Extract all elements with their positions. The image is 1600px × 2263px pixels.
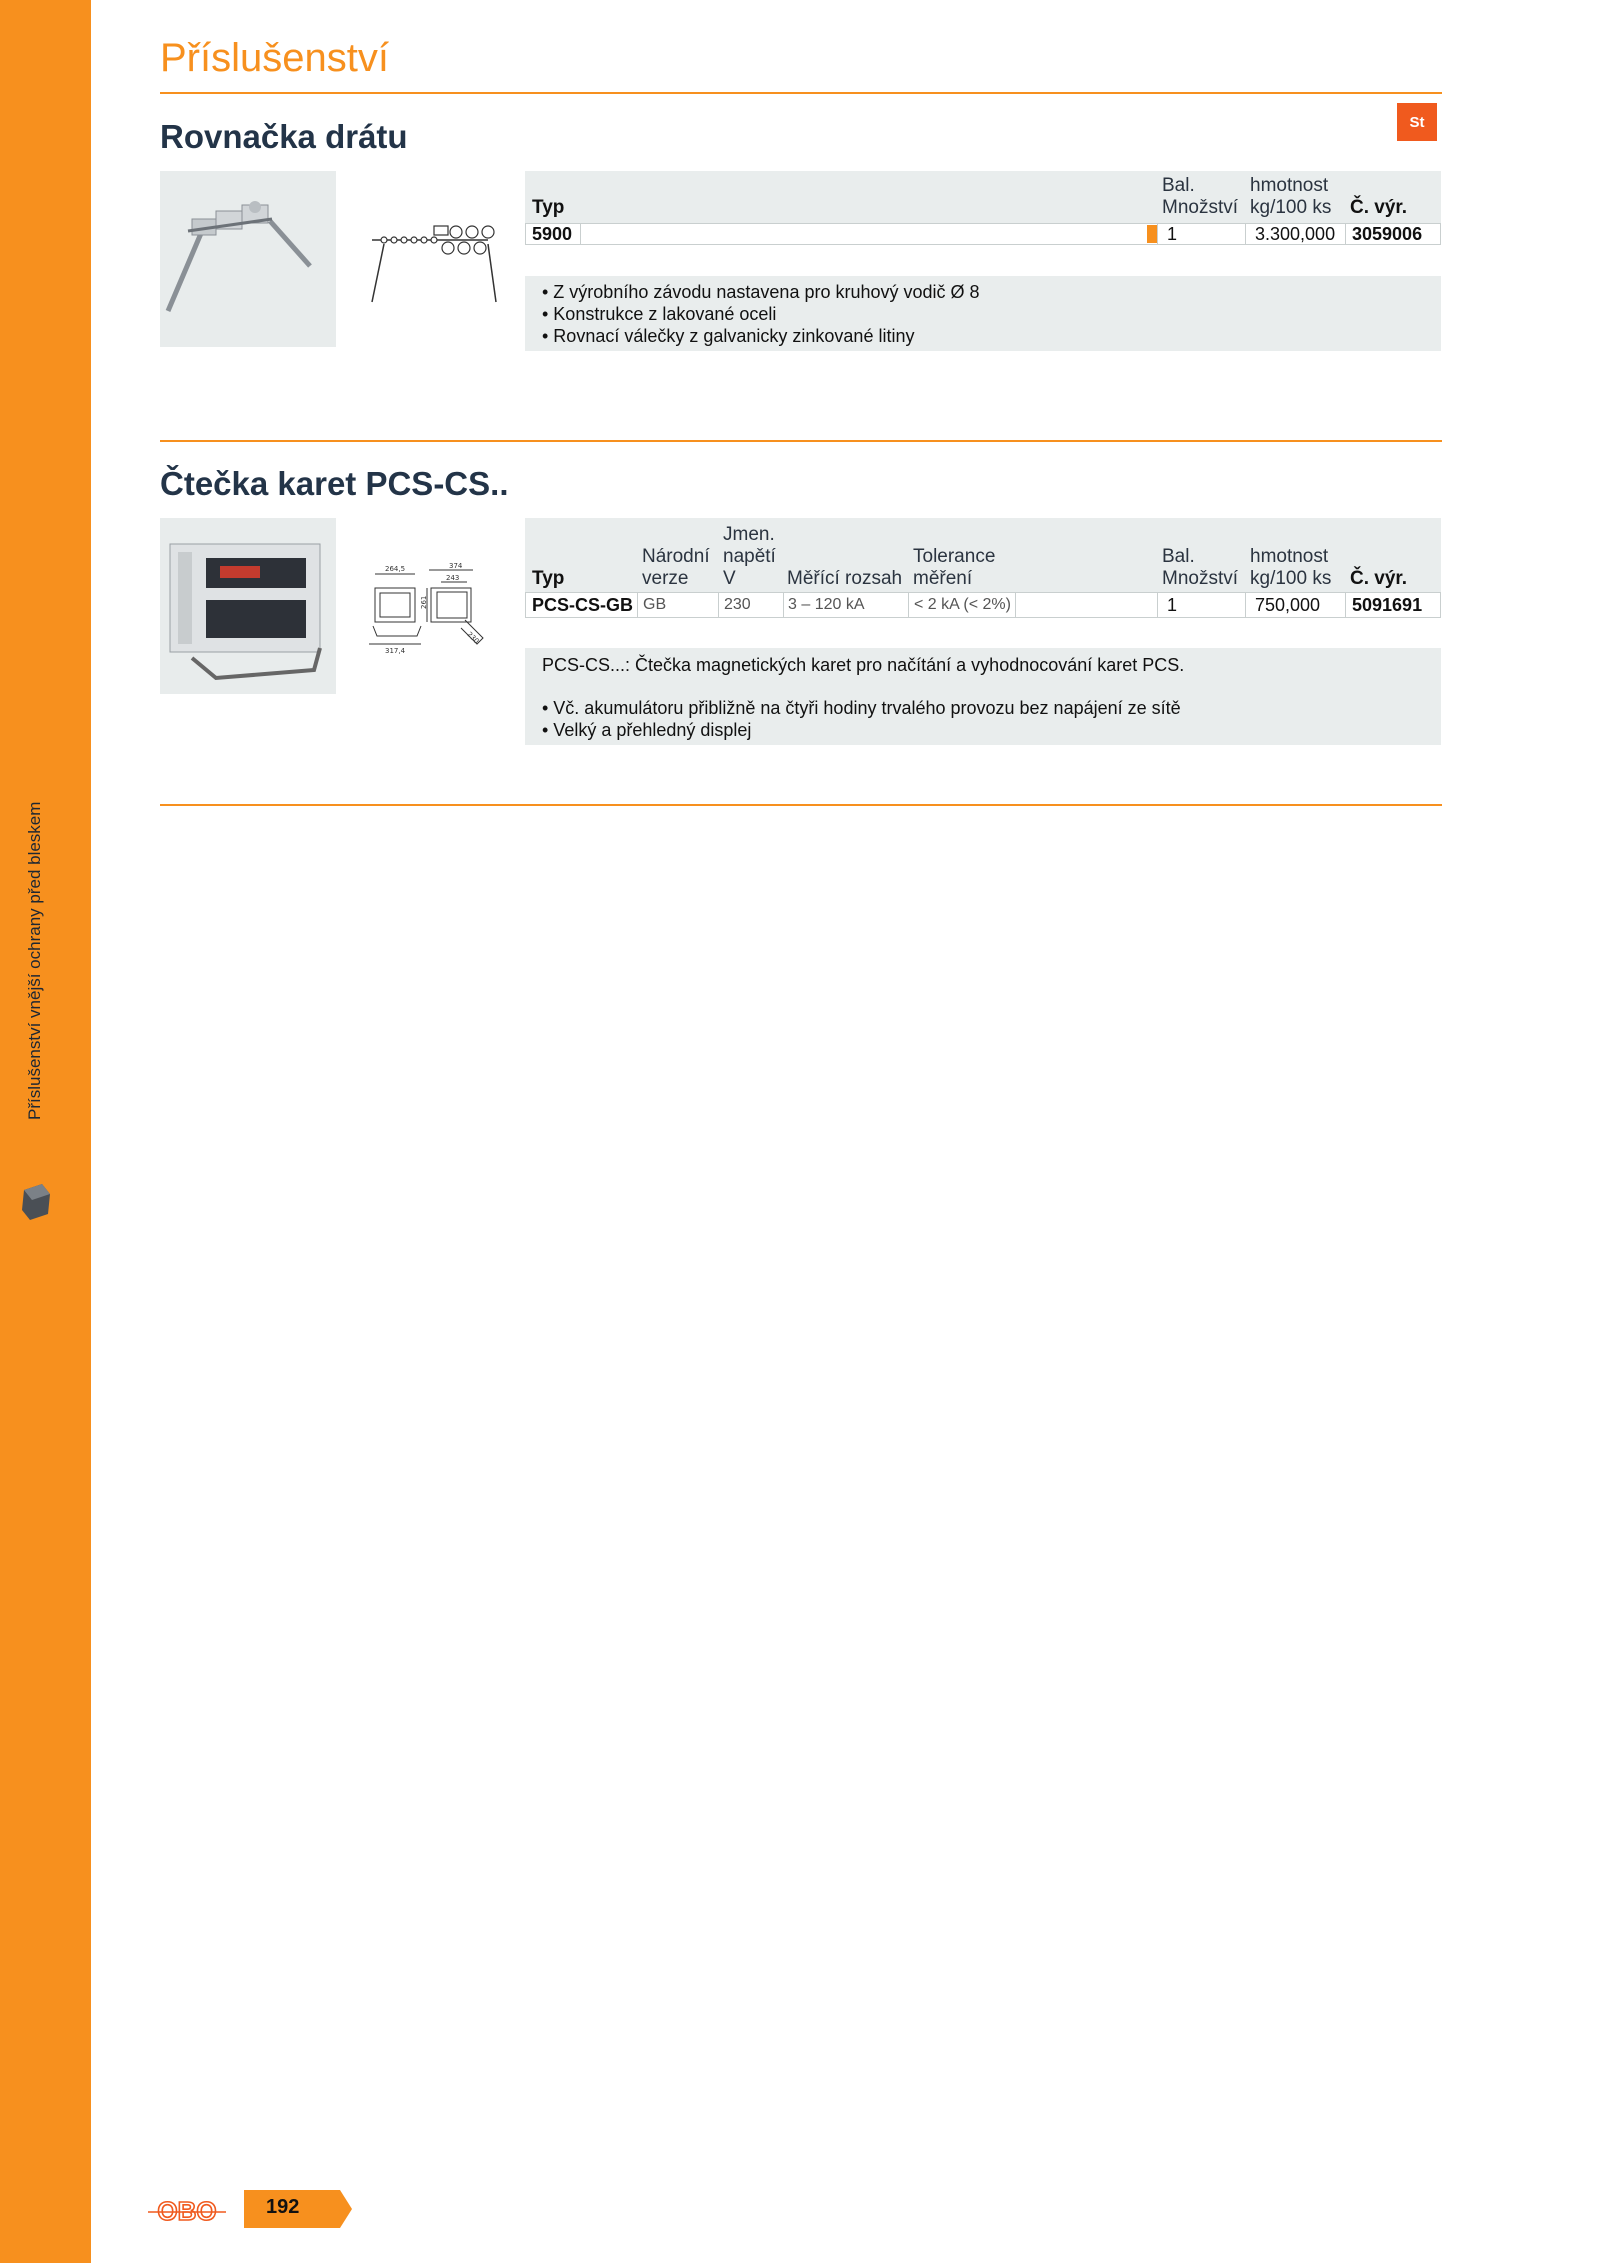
product-photo-ctecka [160,518,336,694]
dimension-label: 317,4 [385,647,406,655]
page-title: Příslušenství [160,36,389,80]
col-merici-rozsah: Měřící rozsah [787,568,903,589]
material-badge: St [1397,103,1437,141]
col-cislo-vyrobku: Č. výr. [1350,197,1408,218]
obo-logo [148,2196,226,2228]
description-text: PCS-CS...: Čtečka magnetických karet pro načítání a vyhodnocování karet PCS. [542,655,1185,675]
dimension-label: 230 [465,630,481,646]
col-napeti-top2: napětí [723,546,776,567]
col-typ: Typ [532,568,565,589]
page-number: 192 [266,2196,300,2218]
logo-text: OBO [157,2196,217,2226]
cell-napeti: 230 [724,596,751,613]
col-cislo-vyrobku: Č. výr. [1350,568,1408,589]
sidebar [0,0,91,2263]
description-ctecka [525,648,1441,745]
technical-drawing-rovnacka [370,220,506,308]
table-row [525,223,1441,245]
bullet-item: • Velký a přehledný displej [542,720,752,740]
spec-header-rovnacka [525,171,1441,224]
col-verze-top: Národní [642,546,710,567]
col-napeti: V [723,568,736,589]
technical-drawing-ctecka [365,560,495,660]
bullet-item: • Rovnací válečky z galvanicky zinkované litiny [542,326,915,346]
col-verze: verze [642,568,689,589]
side-category-label: Příslušenství vnější ochrany před bleskem [25,801,44,1120]
spec-header-ctecka [525,518,1441,593]
section-divider [160,804,1442,806]
table-row [525,592,1441,618]
col-hmotnost-top: hmotnost [1250,546,1329,567]
col-hmotnost-top: hmotnost [1250,175,1329,196]
col-bal: Množství [1162,197,1239,218]
col-bal-top: Bal. [1162,546,1195,567]
dimension-label: 243 [446,574,460,582]
product-photo-rovnacka [160,171,336,347]
section-divider [160,440,1442,442]
bullet-item: • Konstrukce z lakované oceli [542,304,777,324]
cell-typ: PCS-CS-GB [532,595,634,615]
bullet-item: • Vč. akumulátoru přibližně na čtyři hodiny trvalého provozu bez napájení ze sítě [542,698,1181,718]
col-tolerance-top: Tolerance [913,546,996,567]
bullet-item: • Z výrobního závodu nastavena pro kruhový vodič Ø 8 [542,282,980,302]
section-title-rovnacka: Rovnačka drátu [160,118,408,155]
dimension-label: 261 [420,595,428,609]
cell-verze: GB [643,596,667,613]
section-title-ctecka: Čtečka karet PCS-CS.. [160,465,509,502]
col-napeti-top1: Jmen. [723,524,775,545]
cell-bal: 1 [1167,595,1178,615]
title-divider [160,92,1442,94]
cell-typ: 5900 [532,224,573,244]
cell-merici-rozsah: 3 – 120 kA [788,596,865,613]
cell-tolerance: < 2 kA (< 2%) [914,596,1011,613]
cell-cislo-vyrobku: 3059006 [1352,224,1423,244]
col-bal-top: Bal. [1162,175,1195,196]
col-typ: Typ [532,197,565,218]
col-hmotnost: kg/100 ks [1250,568,1332,589]
col-bal: Množství [1162,568,1239,589]
cell-hmotnost: 750,000 [1255,595,1321,615]
dimension-label: 374 [449,562,463,570]
col-tolerance: měření [913,568,973,589]
cell-hmotnost: 3.300,000 [1255,224,1336,244]
product-icon [18,1180,54,1224]
cell-cislo-vyrobku: 5091691 [1352,595,1423,615]
dimension-label: 264,5 [385,565,406,573]
description-rovnacka [525,276,1441,351]
status-marker [1147,225,1157,243]
col-hmotnost: kg/100 ks [1250,197,1332,218]
cell-bal: 1 [1167,224,1178,244]
